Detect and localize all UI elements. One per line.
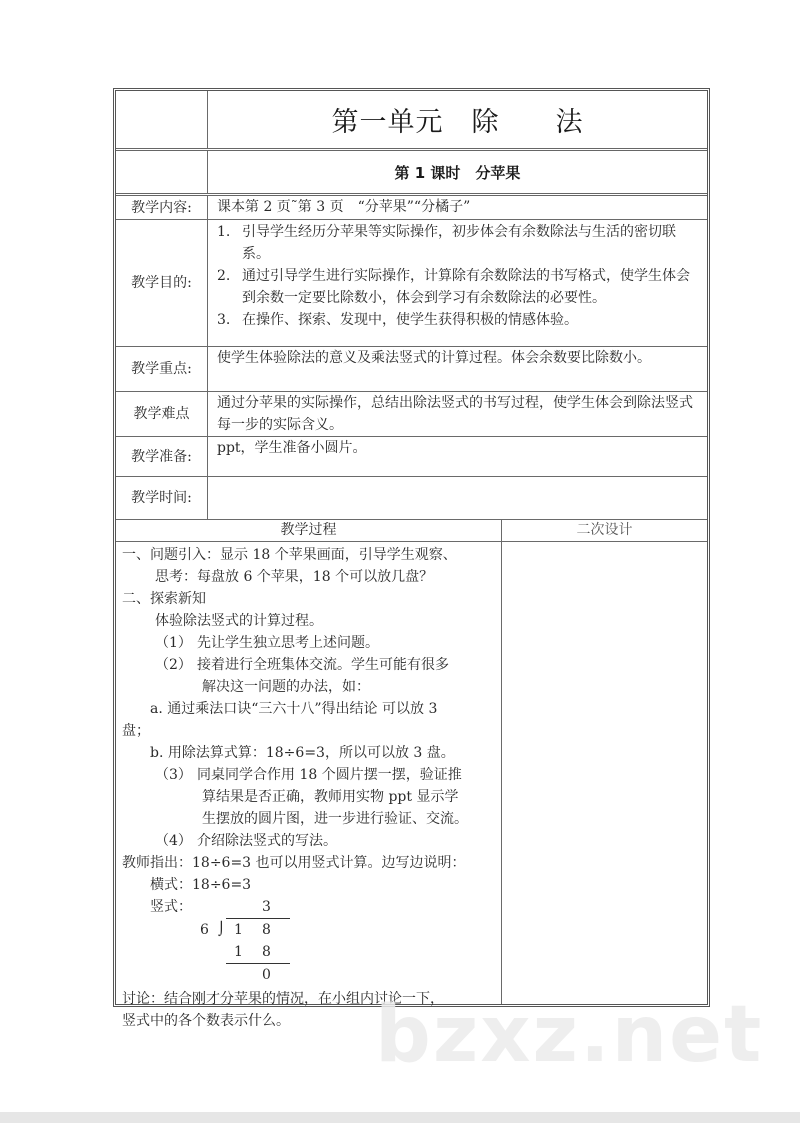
second-design-header: 二次设计 bbox=[576, 522, 633, 538]
step-number: （1） bbox=[155, 635, 192, 651]
time-label: 教学时间: bbox=[116, 477, 208, 519]
quotient: 3 bbox=[262, 899, 271, 915]
time-value bbox=[208, 477, 707, 519]
division-bracket-icon: ⌡ bbox=[218, 922, 225, 937]
process-line: b. 用除法算式算：18÷6=3，所以可以放 3 盘。 bbox=[150, 745, 455, 761]
process-line: 教师指出：18÷6=3 也可以用竖式计算。边写边说明： bbox=[122, 855, 466, 871]
process-line: 二、探索新知 bbox=[122, 591, 206, 607]
objective-number: 2. bbox=[217, 268, 231, 284]
objectives-row bbox=[116, 220, 707, 347]
product-digit: 1 bbox=[234, 944, 243, 960]
process-step bbox=[122, 654, 497, 676]
objective-item bbox=[217, 265, 697, 309]
process-step bbox=[122, 632, 497, 654]
objectives-label: 教学目的: bbox=[116, 220, 208, 346]
step-text: 介绍除法竖式的写法。 bbox=[197, 833, 337, 849]
key-points-value: 使学生体验除法的意义及乘法竖式的计算过程。体会余数要比除数小。 bbox=[217, 350, 651, 366]
process-line: 生摆放的圆片图，进一步进行验证、交流。 bbox=[202, 811, 468, 827]
page-separator bbox=[0, 1112, 800, 1123]
difficulties-row bbox=[116, 392, 707, 437]
divisor: 6 bbox=[200, 922, 209, 938]
process-line: 一、问题引入：显示 18 个苹果画面，引导学生观察、 bbox=[122, 547, 457, 563]
process-header-row bbox=[116, 520, 707, 542]
preparation-row bbox=[116, 437, 707, 477]
objective-text: 通过引导学生进行实际操作，计算除有余数除法的书写格式，使学生体会到余数一定要比除数小，体会到学习有余数除法的必要性。 bbox=[242, 268, 690, 306]
key-points-row bbox=[116, 347, 707, 392]
step-text: 同桌同学合作用 18 个圆片摆一摆，验证推 bbox=[197, 767, 462, 783]
remainder: 0 bbox=[262, 967, 271, 983]
lesson-title-row bbox=[116, 151, 707, 196]
vertical-label: 竖式： bbox=[150, 899, 192, 915]
process-line: 竖式中的各个数表示什么。 bbox=[122, 1013, 290, 1029]
process-line: 解决这一问题的办法，如： bbox=[202, 679, 370, 695]
dividend-digit: 8 bbox=[262, 922, 271, 938]
unit-title-label-cell bbox=[116, 91, 208, 148]
process-line: 思考：每盘放 6 个苹果，18 个可以放几盘？ bbox=[155, 569, 434, 585]
process-body-row bbox=[116, 542, 707, 1029]
dividend-digit: 1 bbox=[234, 922, 243, 938]
process-content bbox=[116, 542, 502, 1029]
objective-number: 1. bbox=[217, 224, 231, 240]
process-line: a. 通过乘法口诀“三六十八”得出结论 可以放 3 bbox=[150, 701, 438, 717]
objectives-list bbox=[208, 220, 707, 346]
process-line: 算结果是否正确，教师用实物 ppt 显示学 bbox=[202, 789, 459, 805]
content-value: 课本第 2 页˜第 3 页 “分苹果”“分橘子” bbox=[217, 199, 471, 215]
difficulties-value: 通过分苹果的实际操作，总结出除法竖式的书写过程，使学生体会到除法竖式每一步的实际含义。 bbox=[217, 395, 693, 433]
lesson-title: 第 1 课时 分苹果 bbox=[394, 163, 521, 182]
preparation-label: 教学准备: bbox=[116, 437, 208, 476]
time-row bbox=[116, 477, 707, 520]
lesson-title-label-cell bbox=[116, 151, 208, 193]
content-label: 教学内容: bbox=[116, 196, 208, 219]
step-text: 先让学生独立思考上述问题。 bbox=[197, 635, 379, 651]
difficulties-label: 教学难点 bbox=[116, 392, 208, 436]
lesson-plan-table bbox=[113, 88, 710, 1029]
step-number: （4） bbox=[155, 833, 192, 849]
second-design-content bbox=[502, 542, 707, 1004]
objective-item bbox=[217, 221, 697, 265]
process-line: 横式：18÷6=3 bbox=[150, 877, 252, 893]
process-line: 盘； bbox=[122, 723, 150, 739]
objective-text: 在操作、探索、发现中，使学生获得积极的情感体验。 bbox=[242, 312, 578, 328]
unit-title: 第一单元 除 法 bbox=[331, 107, 584, 138]
step-number: （2） bbox=[155, 657, 192, 673]
content-row bbox=[116, 196, 707, 220]
unit-title-row bbox=[116, 91, 707, 151]
step-text: 接着进行全班集体交流。学生可能有很多 bbox=[197, 657, 449, 673]
objective-number: 3. bbox=[217, 312, 231, 328]
objective-text: 引导学生经历分苹果等实际操作，初步体会有余数除法与生活的密切联系。 bbox=[242, 224, 676, 262]
objective-item bbox=[217, 309, 697, 331]
long-division bbox=[122, 896, 497, 988]
process-line: 体验除法竖式的计算过程。 bbox=[155, 613, 323, 629]
subtraction-line bbox=[226, 963, 290, 964]
process-line: 讨论：结合刚才分苹果的情况，在小组内讨论一下， bbox=[122, 991, 444, 1007]
step-number: （3） bbox=[155, 767, 192, 783]
preparation-value: ppt，学生准备小圆片。 bbox=[217, 440, 367, 456]
process-step bbox=[122, 830, 497, 852]
key-points-label: 教学重点: bbox=[116, 347, 208, 391]
product-digit: 8 bbox=[262, 944, 271, 960]
process-step bbox=[122, 764, 497, 786]
process-header: 教学过程 bbox=[116, 520, 502, 541]
watermark: bzxz.net bbox=[375, 990, 764, 1080]
